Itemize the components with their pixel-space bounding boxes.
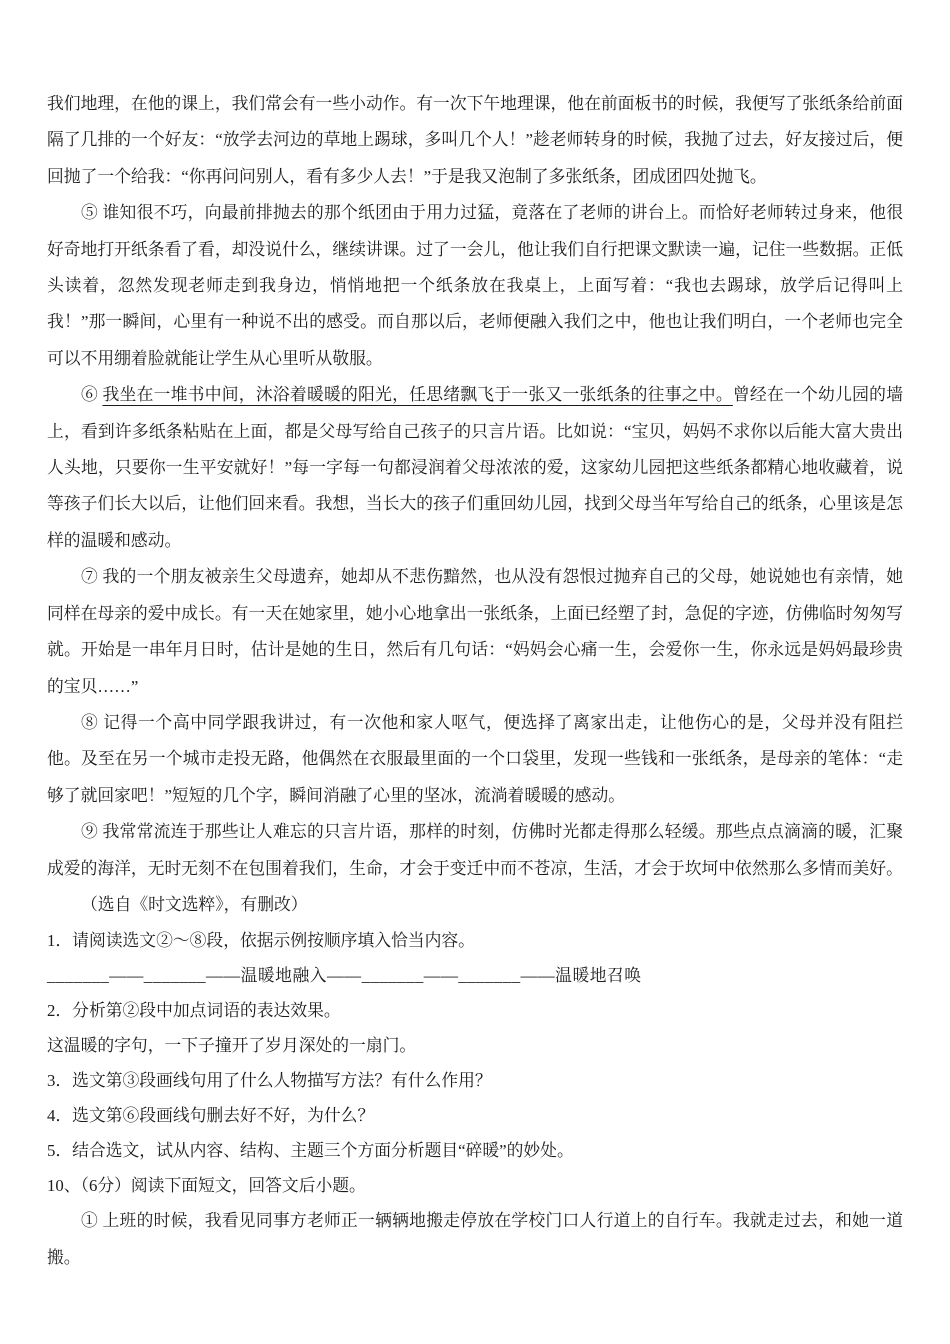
text-segment: ⑦ 我的一个朋友被亲生父母遗弃，她却从不悲伤黯然，也从没有怨恨过抛弃自己的父母，她说她也有亲情，她同样在母亲的爱中成长。有一天在她家里，她小心地拿出一张纸条，上面已经塑了封，急促的字迹，仿佛临时匆匆写就。开始是一串年月日时，估计是她的生日，然后有几句话：“妈妈会心痛一生，会爱你一生，你永远是妈妈最珍贵的宝贝……” [47, 567, 903, 696]
underlined-sentence: 我坐在一堆书中间，沐浴着暖暖的阳光，任思绪飘飞于一张又一张纸条的往事之中。 [102, 385, 733, 405]
passage-paragraph-8 [47, 705, 903, 814]
question-3 [47, 1063, 903, 1098]
text-segment: ⑧ 记得一个高中同学跟我讲过，有一次他和家人呕气，便选择了离家出走，让他伤心的是，父母并没有阻拦他。及至在另一个城市走投无路，他偶然在衣服最里面的一个口袋里，发现一些钱和一张纸条，是母亲的笔体：“走够了就回家吧！”短短的几个字，瞬间消融了心里的坚冰，流淌着暖暖的感动。 [47, 712, 903, 805]
text-segment: _______——_______——温暖地融入——_______——_______——温暖地召唤 [47, 966, 642, 986]
question-4 [47, 1098, 903, 1133]
question-1 [47, 923, 903, 958]
text-segment: 3．选文第③段画线句用了什么人物描写方法？有什么作用？ [47, 1071, 492, 1091]
passage-paragraph-5 [47, 195, 903, 377]
question-2 [47, 993, 903, 1028]
passage-paragraph-continuation [47, 86, 903, 195]
document-body [47, 86, 903, 1276]
text-segment: 10、（6分）阅读下面短文，回答文后小题。 [47, 1176, 366, 1196]
text-segment: ⑤ 谁知很不巧，向最前排抛去的那个纸团由于用力过猛，竟落在了老师的讲台上。而恰好老师转过身来，他很好奇地打开纸条看了看，却没说什么，继续讲课。过了一会儿，他让我们自行把课文默读一遍，记住一些数据。正低头读着，忽然发现老师走到我身边，悄悄地把一个纸条放在我桌上，上面写着：“我也去踢球，放学后记得叫上我！”那一瞬间，心里有一种说不出的感受。而自那以后，老师便融入我们之中，他也让我们明白，一个老师也完全可以不用绷着脸就能让学生从心里听从敬服。 [47, 203, 903, 368]
text-segment: 这温暖的字句，一下子撞开了岁月深处的一扇门。 [47, 1036, 417, 1056]
text-segment: ⑥ [81, 385, 103, 405]
text-segment: ⑨ 我常常流连于那些让人难忘的只言片语，那样的时刻，仿佛时光都走得那么轻缓。那些点点滴滴的暖，汇聚成爱的海洋，无时无刻不在包围着我们，生命，才会于变迁中而不苍凉，生活，才会于坎坷中依然那么多情而美好。 [47, 822, 903, 878]
question-5 [47, 1133, 903, 1168]
source-attribution [47, 887, 903, 923]
text-segment: 我们地理，在他的课上，我们常会有一些小动作。有一次下午地理课，他在前面板书的时候，我便写了张纸条给前面隔了几排的一个好友：“放学去河边的草地上踢球，多叫几个人！”趁老师转身的时候，我抛了过去，好友接过后，便回抛了一个给我：“你再问问别人，看有多少人去！”于是我又泡制了多张纸条，团成团四处抛飞。 [47, 94, 903, 186]
passage-paragraph-9 [47, 814, 903, 887]
question-2-quoted-sentence [47, 1028, 903, 1063]
passage-paragraph-6 [47, 377, 903, 559]
text-segment: 曾经在一个幼儿园的墙上，看到许多纸条粘贴在上面，都是父母写给自己孩子的只言片语。比如说：“宝贝，妈妈不求你以后能大富大贵出人头地，只要你一生平安就好！”每一字每一句都浸润着父母浓浓的爱，这家幼儿园把这些纸条都精心地收藏着，说等孩子们长大以后，让他们回来看。我想，当长大的孩子们重回幼儿园，找到父母当年写给自己的纸条，心里该是怎样的温暖和感动。 [47, 385, 903, 550]
text-segment: 4．选文第⑥段画线句删去好不好，为什么？ [47, 1106, 375, 1126]
passage-paragraph-7 [47, 559, 903, 705]
text-segment: 2．分析第②段中加点词语的表达效果。 [47, 1001, 341, 1021]
question-10-header [47, 1168, 903, 1203]
text-segment: （选自《时文选粹》，有删改） [81, 894, 308, 914]
passage2-paragraph-1 [47, 1203, 903, 1276]
text-segment: 5．结合选文，试从内容、结构、主题三个方面分析题目“碎暖”的妙处。 [47, 1141, 574, 1161]
text-segment: 1．请阅读选文②～⑧段，依据示例按顺序填入恰当内容。 [47, 931, 475, 951]
text-segment: ① 上班的时候，我看见同事方老师正一辆辆地搬走停放在学校门口人行道上的自行车。我就走过去，和她一道搬。 [47, 1211, 903, 1267]
fill-in-line [47, 958, 903, 993]
